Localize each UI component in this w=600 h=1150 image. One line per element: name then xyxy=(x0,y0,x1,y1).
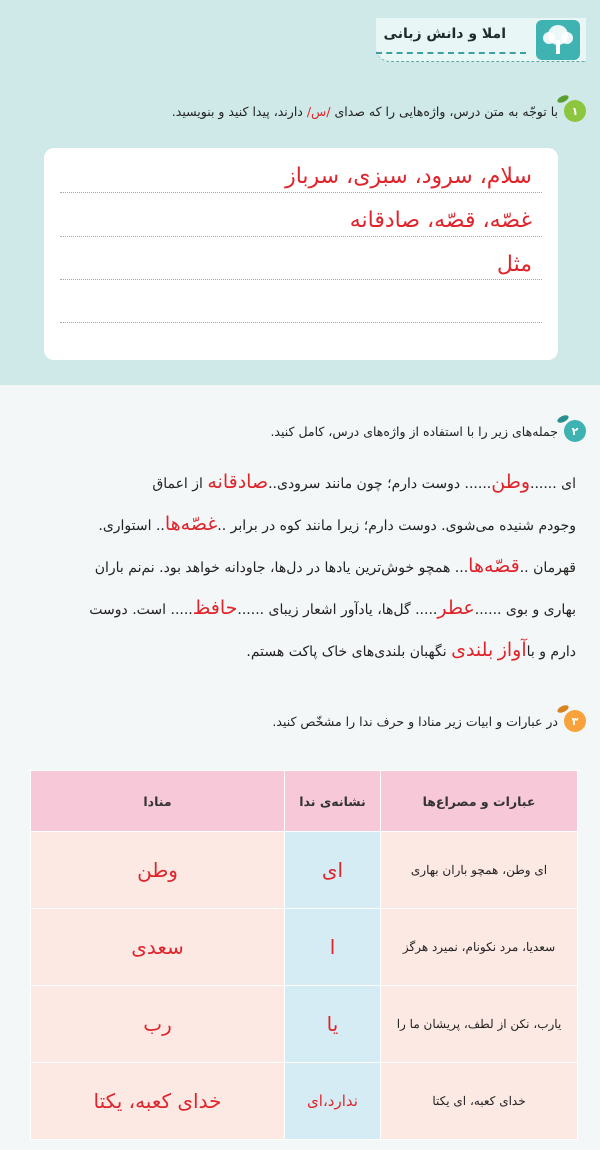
cell-sign: ای xyxy=(285,832,381,909)
answer-box xyxy=(44,148,558,360)
vocative-table xyxy=(30,770,578,1140)
cell-name: سعدی xyxy=(31,909,285,986)
cell-sign: یا xyxy=(285,986,381,1063)
answer-line xyxy=(60,279,542,280)
table-row xyxy=(31,1063,578,1140)
line-4-post: ..... است. دوست xyxy=(89,602,193,618)
table-header-row xyxy=(31,771,578,832)
line-3-pre: قهرمان .. xyxy=(519,560,576,576)
line-4-pre: بهاری و بوی ...... xyxy=(474,602,576,618)
header-sign: نشانه‌ی ندا xyxy=(285,771,381,832)
line-5-post: نگهبان بلندی‌های خاک پاکت هستم. xyxy=(246,644,452,660)
line-3-mid: ... همچو خوش‌ترین یادها در دل‌ها، جاودانه خواهد بود. نم‌نم باران xyxy=(94,560,469,576)
question-2-number: ۲ xyxy=(571,424,579,438)
answer-line xyxy=(60,236,542,237)
cell-sign: ندارد،ای xyxy=(285,1063,381,1140)
line-1-pre: ای ...... xyxy=(530,476,576,492)
question-1-text-after: دارند، پیدا کنید و بنویسید. xyxy=(171,103,307,119)
section-title: املا و دانش زبانی xyxy=(383,26,506,42)
answer-line xyxy=(60,192,542,193)
line-1-post: از اعماق xyxy=(152,476,208,492)
cell-phrase: سعدیا، مرد نکونام، نمیرد هرگز xyxy=(381,909,578,986)
line-5-fill-2: بلندی xyxy=(451,639,494,661)
cell-sign: ا xyxy=(285,909,381,986)
line-5-pre: دارم و با xyxy=(526,644,576,660)
header-phrase: عبارات و مصراع‌ها xyxy=(381,771,578,832)
fill-paragraph xyxy=(16,462,576,672)
answer-line-1: سلام، سرود، سبزی، سرباز xyxy=(285,164,532,189)
answer-line xyxy=(60,322,542,323)
paragraph-line-2 xyxy=(16,504,576,546)
question-1 xyxy=(172,100,586,122)
line-3-fill-1: قصّه‌ها xyxy=(468,555,520,577)
question-1-number: ۱ xyxy=(571,104,579,118)
table-row xyxy=(31,832,578,909)
question-1-text-before: با توجّه به متن درس، واژه‌هایی را که صدای xyxy=(330,103,558,119)
line-4-fill-2: حافظ xyxy=(192,597,238,619)
leaf-icon xyxy=(556,414,570,424)
cell-name: وطن xyxy=(31,832,285,909)
line-4-mid: ..... گل‌ها، یادآور اشعار زیبای ...... xyxy=(237,602,438,618)
tree-icon xyxy=(536,20,580,60)
question-2-badge xyxy=(564,420,586,442)
line-2-pre: وجودم شنیده می‌شوی. دوست دارم؛ زیرا مانند کوه در برابر .. xyxy=(217,518,576,534)
paragraph-line-1 xyxy=(16,462,576,504)
answer-line-2: غصّه، قصّه، صادقانه xyxy=(349,208,532,233)
line-1-fill-1: وطن xyxy=(491,471,530,493)
line-1-fill-2: صادقانه xyxy=(207,471,269,493)
question-3-text: در عبارات و ابیات زیر منادا و حرف ندا را مشخّص کنید. xyxy=(272,713,558,729)
leaf-icon xyxy=(556,704,570,714)
section-spelling xyxy=(0,0,600,385)
question-3-badge xyxy=(564,710,586,732)
question-3 xyxy=(272,710,586,732)
question-3-number: ۳ xyxy=(571,714,579,728)
line-5-fill-1: آواز xyxy=(497,639,527,661)
paragraph-line-3 xyxy=(16,546,576,588)
cell-phrase: ای وطن، همچو باران بهاری xyxy=(381,832,578,909)
cell-phrase: یارب، نکن از لطف، پریشان ما را xyxy=(381,986,578,1063)
question-2 xyxy=(270,420,586,442)
cell-name: خدای کعبه، یکتا xyxy=(31,1063,285,1140)
line-4-fill-1: عطر xyxy=(437,597,475,619)
question-1-sound: /س/ xyxy=(306,103,331,119)
question-2-text: جمله‌های زیر را با استفاده از واژه‌های درس، کامل کنید. xyxy=(270,423,558,439)
section-header xyxy=(376,18,586,62)
line-2-mid: .. استواری. xyxy=(98,518,165,534)
leaf-icon xyxy=(556,94,570,104)
table-row xyxy=(31,986,578,1063)
cell-name: رب xyxy=(31,986,285,1063)
paragraph-line-4 xyxy=(16,588,576,630)
paragraph-line-5 xyxy=(16,630,576,672)
question-1-badge xyxy=(564,100,586,122)
cell-phrase: خدای کعبه، ای یکتا xyxy=(381,1063,578,1140)
answer-line-3: مثل xyxy=(496,252,532,277)
line-1-mid: ...... دوست دارم؛ چون مانند سرودی.. xyxy=(268,476,492,492)
header-divider xyxy=(376,52,526,54)
table-row xyxy=(31,909,578,986)
question-1-text xyxy=(172,104,558,119)
line-2-fill-1: غصّه‌ها xyxy=(164,513,218,535)
header-name: منادا xyxy=(31,771,285,832)
